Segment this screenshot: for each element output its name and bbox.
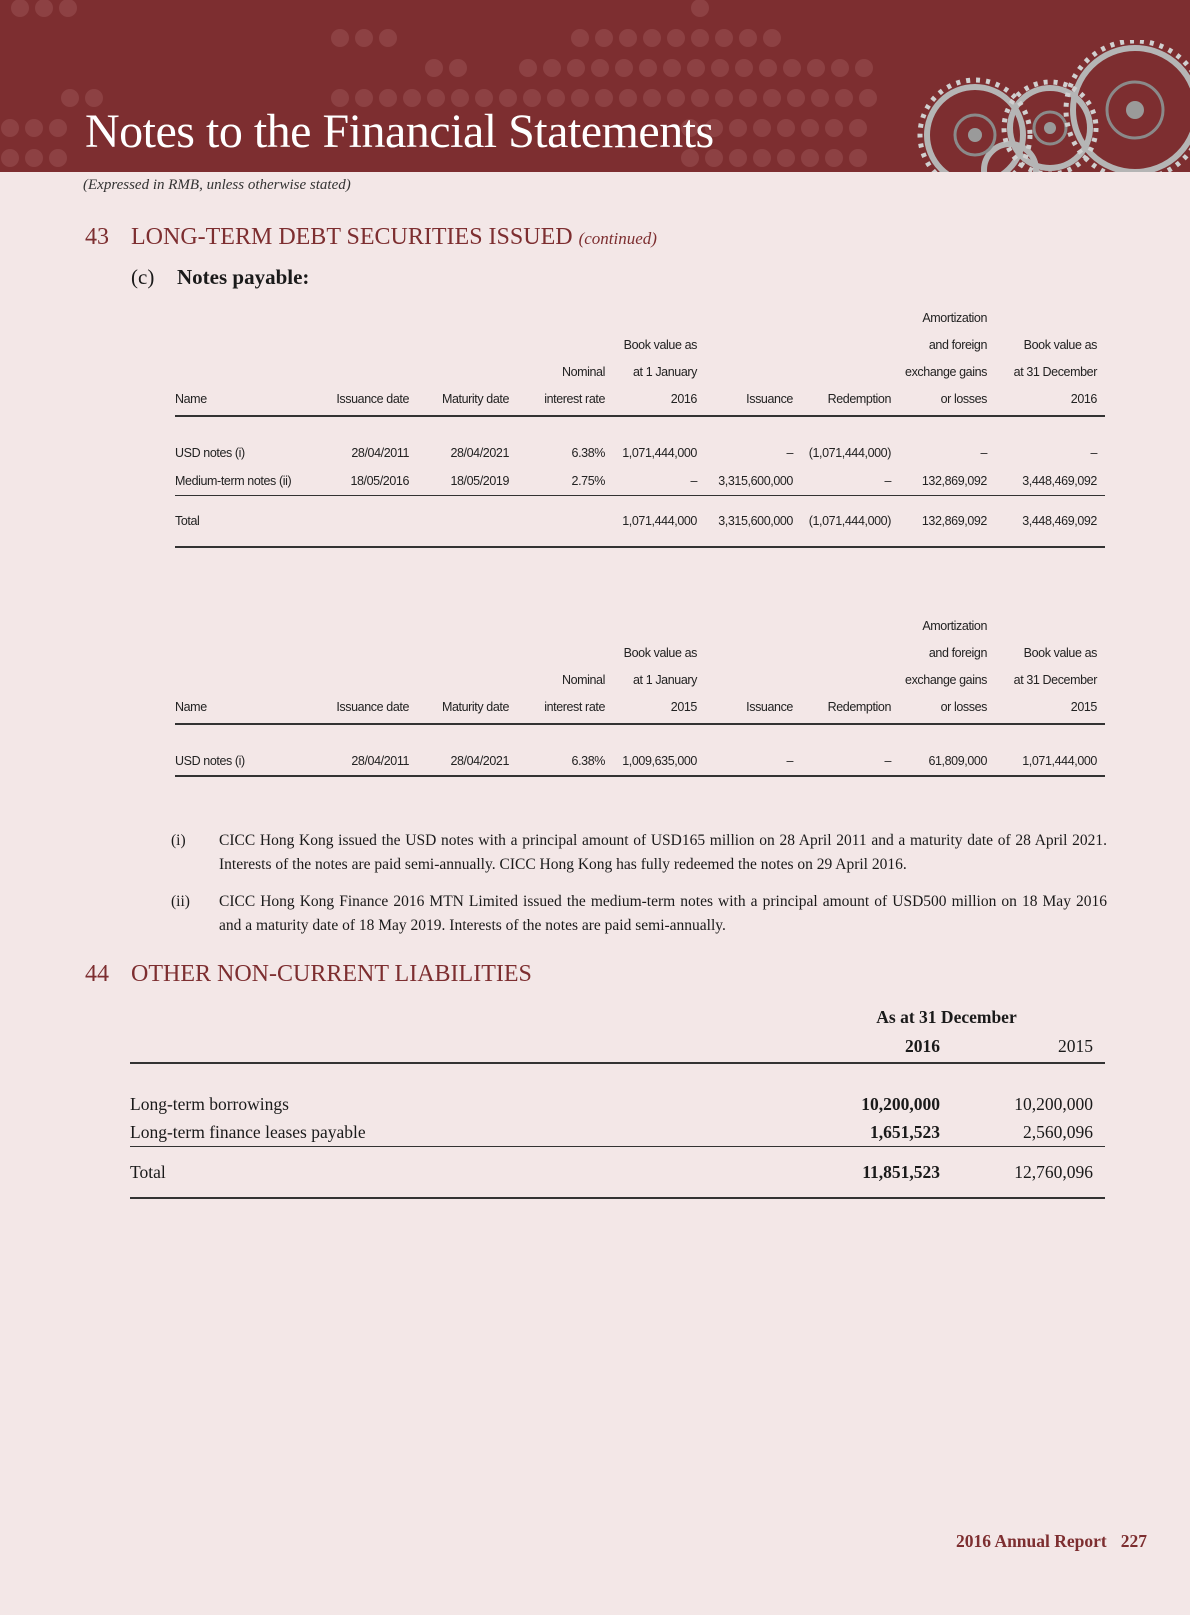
cell: – xyxy=(613,467,705,496)
notes-payable-table-2015 xyxy=(175,613,1105,777)
cell: 1,071,444,000 xyxy=(613,496,705,548)
cell: – xyxy=(1090,446,1097,460)
cell: – xyxy=(705,747,801,776)
report-name: 2016 Annual Report xyxy=(956,1531,1107,1551)
cell: (1,071,444,000) xyxy=(801,496,899,548)
cell: 28/04/2021 xyxy=(450,446,509,460)
section-number: 44 xyxy=(85,961,109,987)
cell: 132,869,092 xyxy=(899,467,995,496)
footnotes-list xyxy=(171,829,1107,951)
col-header: Book value as at 1 January 2015 xyxy=(623,646,697,714)
gears-illustration xyxy=(900,40,1190,172)
col-header: Name xyxy=(175,700,207,714)
section-title: OTHER NON-CURRENT LIABILITIES xyxy=(131,961,532,987)
col-header: Redemption xyxy=(827,392,891,406)
col-header: Name xyxy=(175,392,207,406)
table-header-row xyxy=(130,1030,1105,1063)
col-header: Nominal interest rate xyxy=(544,365,605,406)
col-header: Book value as at 31 December 2016 xyxy=(1013,338,1097,406)
cell: 1,009,635,000 xyxy=(613,747,705,776)
table-total-row xyxy=(175,496,1105,548)
col-header: Issuance xyxy=(746,700,793,714)
col-header: Issuance xyxy=(746,392,793,406)
cell: 1,651,523 xyxy=(800,1118,952,1147)
section-44-heading xyxy=(85,961,532,988)
cell: – xyxy=(980,446,987,460)
cell: 10,200,000 xyxy=(861,1093,940,1114)
currency-note: (Expressed in RMB, unless otherwise stated) xyxy=(83,177,351,193)
subsection-title: Notes payable: xyxy=(177,265,310,289)
cell: Total xyxy=(130,1147,800,1199)
table-row xyxy=(175,467,1105,496)
notes-payable-table-2016 xyxy=(175,305,1105,548)
table-row xyxy=(130,1090,1105,1118)
cell: 3,315,600,000 xyxy=(705,467,801,496)
col-header: 2015 xyxy=(1058,1035,1093,1056)
subsection-heading xyxy=(131,265,309,290)
cell: 132,869,092 xyxy=(899,496,995,548)
col-header: Amortization and foreign exchange gains or losses xyxy=(905,311,987,406)
table-row xyxy=(175,439,1105,467)
footnote-marker: (ii) xyxy=(171,893,190,910)
footnote-marker: (i) xyxy=(171,832,186,849)
table-row xyxy=(175,747,1105,776)
col-header: Redemption xyxy=(827,700,891,714)
cell: 18/05/2016 xyxy=(335,467,417,496)
cell: – xyxy=(801,747,899,776)
cell: 2,560,096 xyxy=(952,1118,1105,1147)
cell: 61,809,000 xyxy=(899,747,995,776)
table-header-row xyxy=(175,305,1105,416)
col-header: Maturity date xyxy=(441,700,509,714)
col-header: Book value as at 31 December 2015 xyxy=(1013,646,1097,714)
table-header-row xyxy=(175,613,1105,724)
cell: 1,071,444,000 xyxy=(622,446,697,460)
footnote-text: CICC Hong Kong issued the USD notes with a principal amount of USD165 million on 28 April 2011 and a maturity date of 28 April 2021. Interests of the notes are paid semi-annually. CICC Hong Kong has fully redeemed the notes on 29 April 2016. xyxy=(219,832,1107,873)
footnote-text: CICC Hong Kong Finance 2016 MTN Limited issued the medium-term notes with a principal amount of USD500 million on 18 May 2016 and a maturity date of 18 May 2019. Interests of the notes are paid semi-annually. xyxy=(219,893,1107,934)
cell: 28/04/2011 xyxy=(351,446,409,460)
header-banner xyxy=(0,0,1190,172)
cell: 3,448,469,092 xyxy=(995,496,1105,548)
other-liabilities-table xyxy=(130,1004,1105,1199)
col-header: Issuance date xyxy=(336,392,409,406)
cell: – xyxy=(786,446,793,460)
cell: Long-term borrowings xyxy=(130,1093,289,1114)
col-header: Book value as at 1 January 2016 xyxy=(623,338,697,406)
cell: – xyxy=(801,467,899,496)
cell: (1,071,444,000) xyxy=(808,446,891,460)
cell: USD notes (i) xyxy=(175,747,335,776)
col-header: Nominal interest rate xyxy=(544,673,605,714)
footnote xyxy=(171,829,1107,877)
cell: 28/04/2011 xyxy=(335,747,417,776)
footnote xyxy=(171,890,1107,938)
col-header: Amortization and foreign exchange gains or losses xyxy=(905,619,987,714)
col-group-header: As at 31 December xyxy=(876,1006,1017,1027)
cell: 1,071,444,000 xyxy=(995,747,1105,776)
cell: 10,200,000 xyxy=(1014,1093,1093,1114)
section-number: 43 xyxy=(85,224,109,250)
table-row xyxy=(130,1118,1105,1147)
cell: Total xyxy=(175,496,335,548)
cell: 12,760,096 xyxy=(952,1147,1105,1199)
col-header: Maturity date xyxy=(441,392,509,406)
subsection-label: (c) xyxy=(131,265,155,289)
cell: 3,448,469,092 xyxy=(995,467,1105,496)
page-number: 227 xyxy=(1120,1531,1147,1551)
page-title: Notes to the Financial Statements xyxy=(85,105,714,158)
col-header: 2016 xyxy=(905,1035,940,1056)
section-43-heading xyxy=(85,224,657,251)
col-header: Issuance date xyxy=(336,700,409,714)
cell: 18/05/2019 xyxy=(417,467,517,496)
cell: Medium-term notes (ii) xyxy=(175,467,335,496)
table-header-row xyxy=(130,1004,1105,1030)
cell: 2.75% xyxy=(517,467,613,496)
continued-label: (continued) xyxy=(578,229,657,248)
section-title: LONG-TERM DEBT SECURITIES ISSUED xyxy=(131,224,573,250)
cell: Long-term finance leases payable xyxy=(130,1118,800,1147)
cell: 3,315,600,000 xyxy=(705,496,801,548)
cell: 6.38% xyxy=(517,747,613,776)
cell: 28/04/2021 xyxy=(417,747,517,776)
cell: USD notes (i) xyxy=(175,446,245,460)
cell: 6.38% xyxy=(571,446,605,460)
page-footer xyxy=(956,1531,1147,1552)
table-total-row xyxy=(130,1147,1105,1199)
cell: 11,851,523 xyxy=(800,1147,952,1199)
